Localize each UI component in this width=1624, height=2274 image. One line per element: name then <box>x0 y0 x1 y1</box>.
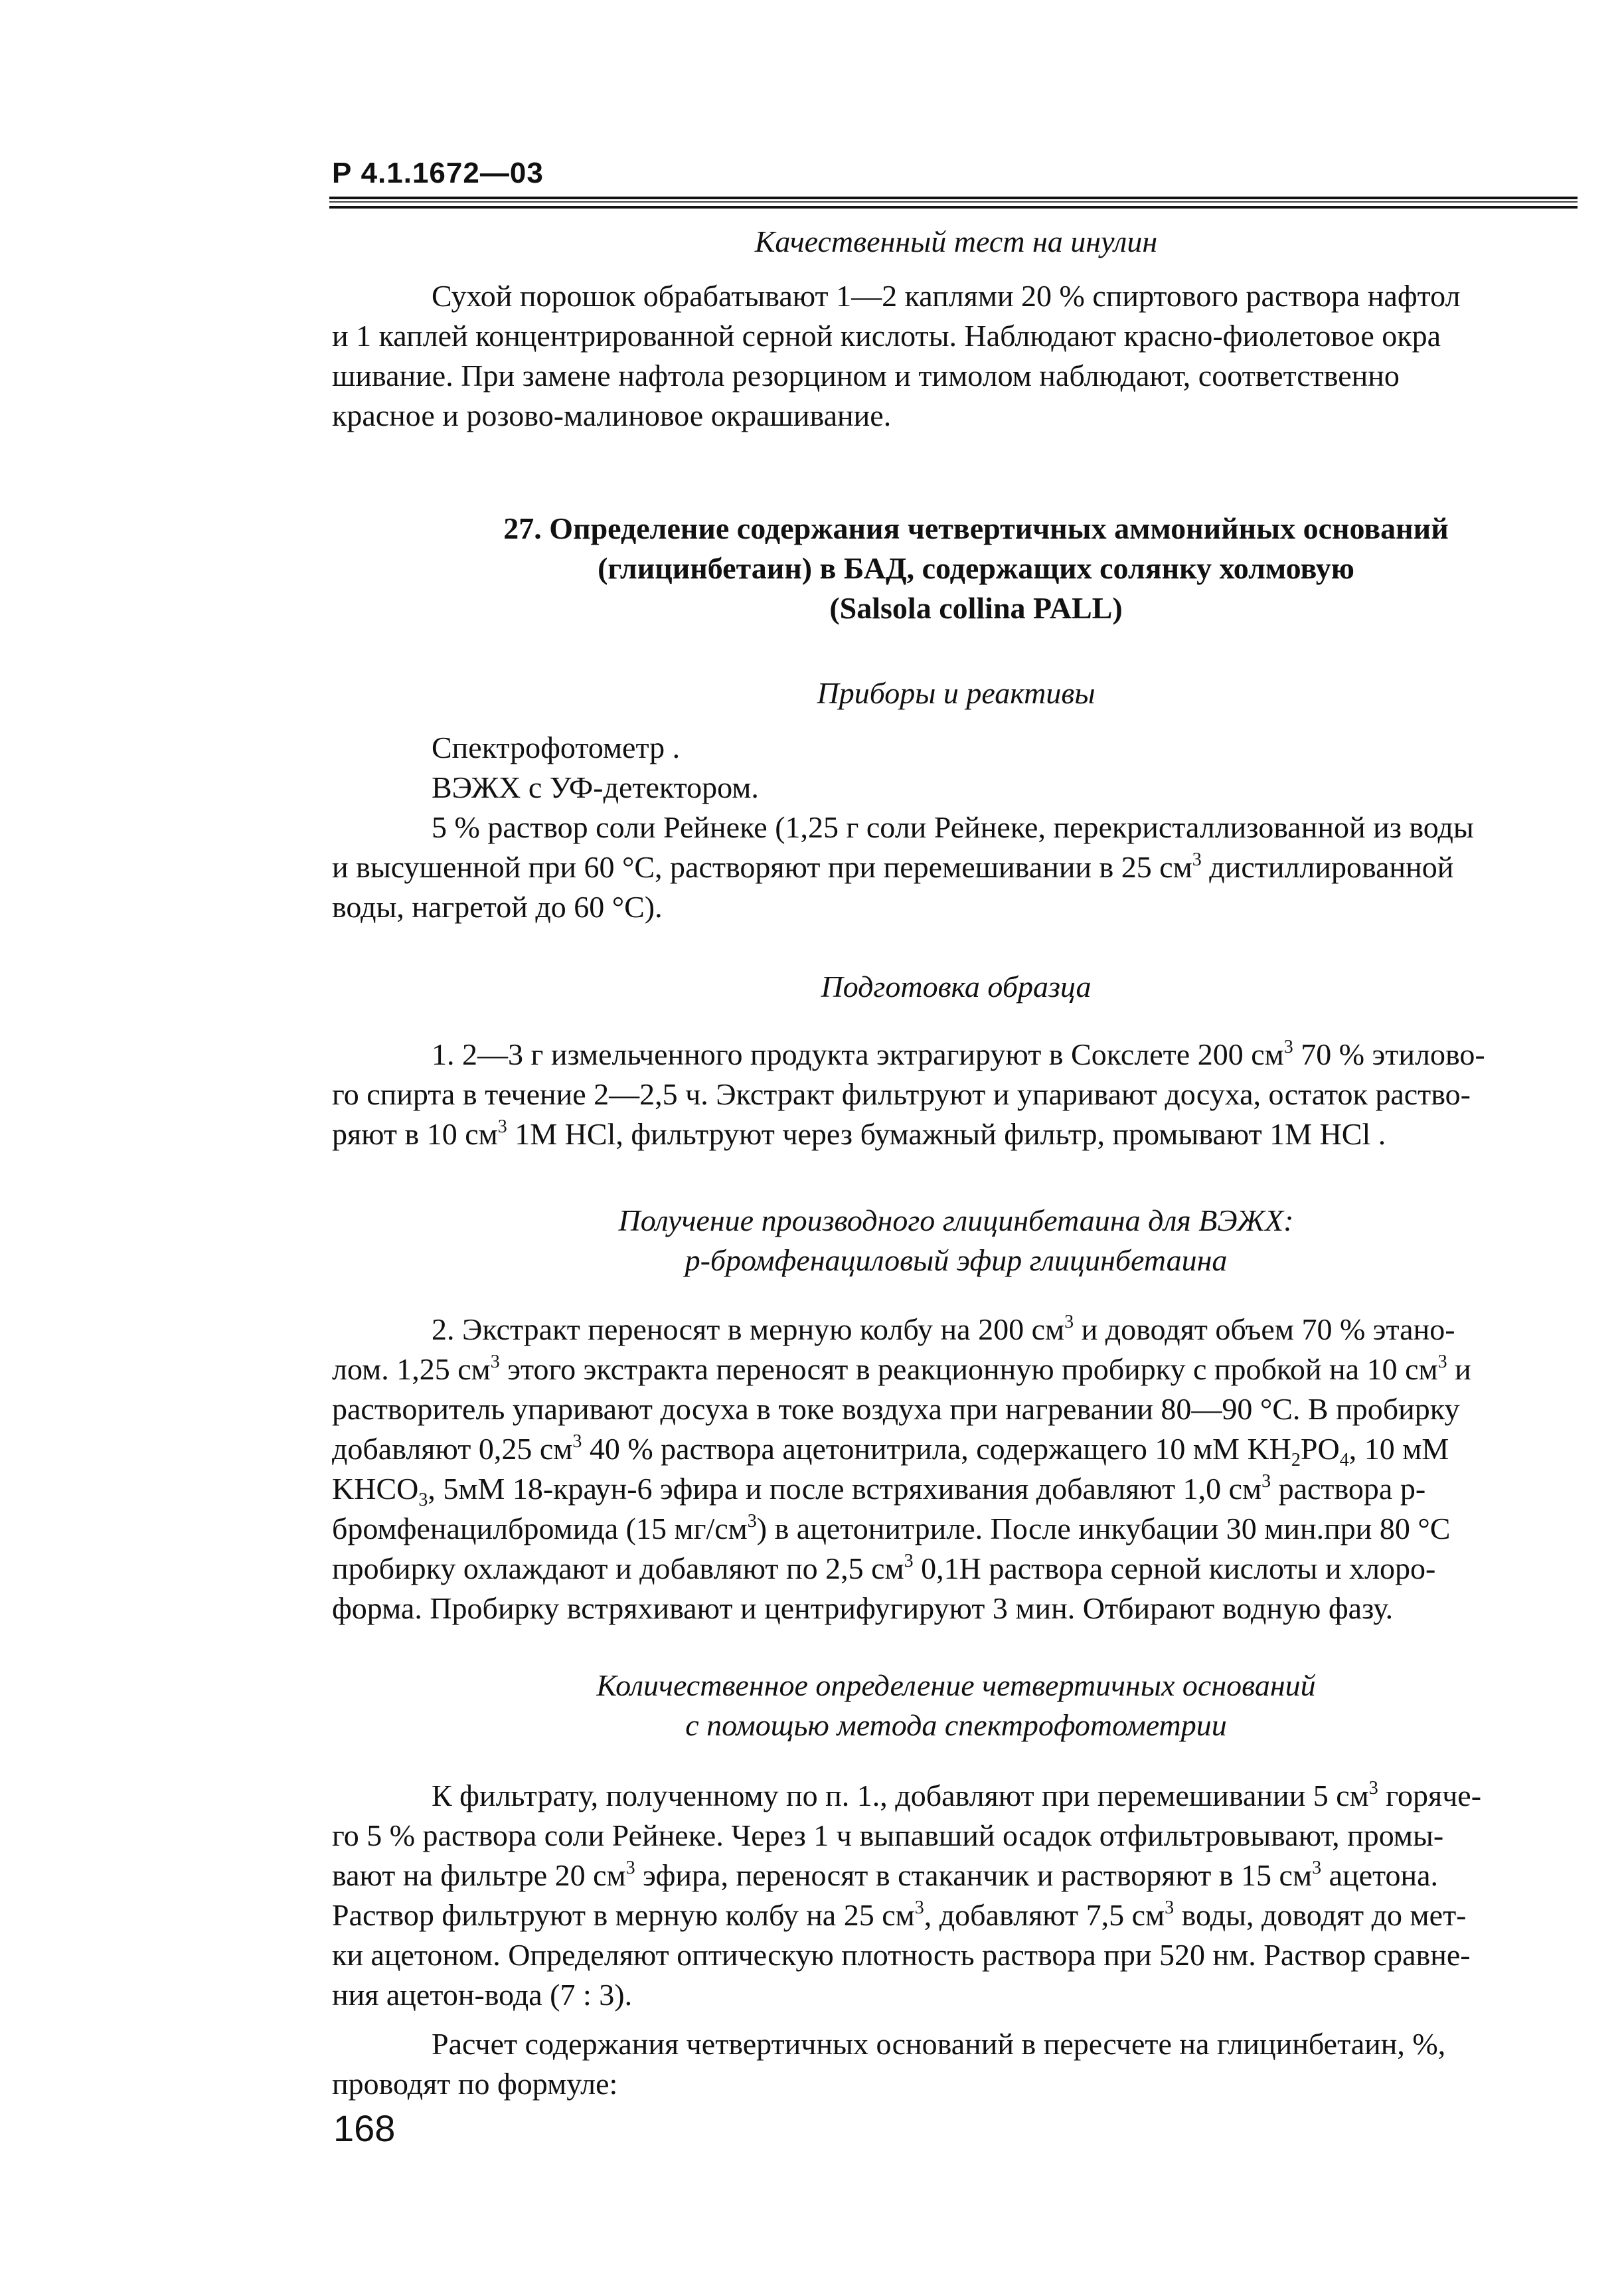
inulin-line: и 1 каплей концентрированной серной кислоты. Наблюдают красно-фиолетовое окра <box>332 319 1441 353</box>
reagent-line: 5 % раствор соли Рейнеке (1,25 г соли Рейнеке, перекристаллизованной из воды <box>432 810 1474 844</box>
quant-text: К фильтрату, полученному по п. 1., добавляют при перемешивании 5 см <box>432 1779 1369 1812</box>
sample-line: го спирта в течение 2—2,5 ч. Экстракт фильтруют и упаривают досуха, остаток раство- <box>332 1077 1471 1111</box>
page-number: 168 <box>333 2107 396 2149</box>
superscript: 3 <box>1165 1897 1175 1918</box>
derivative-text: , 5мМ 18-краун-6 эфира и после встряхивания добавляют 1,0 см <box>428 1472 1262 1506</box>
quant-line <box>332 1895 1580 1935</box>
calc-line: проводят по формуле: <box>332 2067 618 2101</box>
sample-text: 70 % этилово- <box>1301 1037 1485 1071</box>
instruments-title: Приборы и реактивы <box>817 676 1096 710</box>
quant-line: го 5 % раствора соли Рейнеке. Через 1 ч выпавший осадок отфильтровывают, промы- <box>332 1818 1444 1852</box>
quant-title-line: с помощью метода спектрофотометрии <box>685 1708 1227 1742</box>
section-title-line: (Salsola collina PALL) <box>829 591 1123 625</box>
sample-line <box>332 1114 1580 1154</box>
quant-text: вают на фильтре 20 см <box>332 1858 626 1892</box>
inulin-line: шивание. При замене нафтола резорцином и тимолом наблюдают, соответственно <box>332 359 1400 393</box>
reagent-text: и высушенной при 60 °С, растворяют при перемешивании в 25 см <box>332 850 1192 884</box>
superscript: 3 <box>1437 1352 1447 1372</box>
section-title-line: (глицинбетаин) в БАД, содержащих солянку холмовую <box>598 551 1354 585</box>
quant-line <box>332 1856 1580 1895</box>
derivative-text: 2. Экстракт переносят в мерную колбу на 200 см <box>432 1312 1065 1346</box>
quant-text: Раствор фильтруют в мерную колбу на 25 см <box>332 1898 915 1932</box>
sample-text: 1. 2—3 г измельченного продукта эктрагируют в Сокслете 200 см <box>432 1037 1284 1071</box>
subscript: 3 <box>418 1490 428 1511</box>
subscript: 2 <box>1291 1450 1301 1471</box>
sample-paragraph <box>332 1035 1580 1154</box>
reagent-line: воды, нагретой до 60 °С). <box>332 890 663 924</box>
document-code: Р 4.1.1672—03 <box>332 157 544 189</box>
section-title-line: 27. Определение содержания четвертичных аммонийных оснований <box>503 511 1449 545</box>
derivative-text: лом. 1,25 см <box>332 1352 491 1386</box>
superscript: 3 <box>747 1511 757 1531</box>
sample-line <box>332 1035 1580 1075</box>
derivative-text: 40 % раствора ацетонитрила, содержащего 10 мМ KH <box>589 1432 1291 1466</box>
reagent-line <box>332 847 1580 887</box>
instruments-list <box>332 728 1580 927</box>
quant-title <box>332 1666 1580 1745</box>
derivative-line <box>332 1549 1580 1589</box>
superscript: 3 <box>1064 1312 1074 1332</box>
quant-title-line: Количественное определение четвертичных оснований <box>596 1668 1316 1702</box>
quant-line: ния ацетон-вода (7 : 3). <box>332 1978 633 2012</box>
derivative-line <box>332 1469 1580 1509</box>
inulin-title: Качественный тест на инулин <box>754 224 1158 258</box>
inulin-line: Сухой порошок обрабатывают 1—2 каплями 20 % спиртового раствора нафтол <box>432 279 1461 313</box>
quant-text: эфира, переносят в стаканчик и растворяют в 15 см <box>643 1858 1313 1892</box>
inulin-line: красное и розово-малиновое окрашивание. <box>332 398 892 432</box>
inulin-paragraph <box>332 276 1580 436</box>
reagent-text: дистиллированной <box>1209 850 1454 884</box>
derivative-text: PO <box>1300 1432 1340 1466</box>
derivative-text: , 10 мМ <box>1348 1432 1449 1466</box>
superscript: 3 <box>572 1431 582 1452</box>
header-rule <box>329 197 1578 209</box>
quant-paragraph <box>332 1776 1580 2104</box>
superscript: 3 <box>625 1858 635 1878</box>
superscript: 3 <box>1368 1778 1378 1798</box>
sample-text: 1М HCl, фильтруют через бумажный фильтр, промывают 1М HCl . <box>515 1117 1386 1151</box>
derivative-paragraph <box>332 1310 1580 1628</box>
sample-text: ряют в 10 см <box>332 1117 498 1151</box>
derivative-title-line: Получение производного глицинбетаина для ВЭЖХ: <box>618 1203 1294 1237</box>
derivative-text: и <box>1455 1352 1471 1386</box>
superscript: 3 <box>1261 1471 1271 1492</box>
superscript: 3 <box>1312 1858 1322 1878</box>
derivative-line <box>332 1429 1580 1469</box>
derivative-text: бромфенацилбромида (15 мг/см <box>332 1512 748 1545</box>
quant-text: горяче- <box>1386 1779 1482 1812</box>
instrument-item: ВЭЖХ с УФ-детектором. <box>432 770 759 804</box>
superscript: 3 <box>904 1551 914 1571</box>
quant-text: воды, доводят до мет- <box>1181 1898 1467 1932</box>
derivative-title <box>332 1201 1580 1280</box>
derivative-text: добавляют 0,25 см <box>332 1432 573 1466</box>
derivative-line <box>332 1350 1580 1389</box>
quant-text: ацетона. <box>1329 1858 1439 1892</box>
derivative-line <box>332 1509 1580 1549</box>
derivative-text: и доводят объем 70 % этано- <box>1081 1312 1455 1346</box>
section-27-title <box>372 509 1580 628</box>
subscript: 4 <box>1339 1450 1349 1471</box>
derivative-text: 0,1Н раствора серной кислоты и хлоро- <box>921 1551 1436 1585</box>
derivative-title-line: р-бромфенациловый эфир глицинбетаина <box>685 1243 1228 1277</box>
superscript: 3 <box>490 1352 500 1372</box>
quant-text: , добавляют 7,5 см <box>924 1898 1165 1932</box>
derivative-line: растворитель упаривают досуха в токе воздуха при нагревании 80—90 °С. В пробирку <box>332 1392 1460 1426</box>
superscript: 3 <box>1283 1037 1293 1057</box>
sample-title: Подготовка образца <box>821 970 1092 1004</box>
derivative-text: ) в ацетонитриле. После инкубации 30 мин.при 80 °С <box>756 1512 1451 1545</box>
derivative-text: раствора р- <box>1278 1472 1426 1506</box>
derivative-text: пробирку охлаждают и добавляют по 2,5 см <box>332 1551 904 1585</box>
derivative-text: KHCO <box>332 1472 419 1506</box>
derivative-text: этого экстракта переносят в реакционную пробирку с пробкой на 10 см <box>507 1352 1438 1386</box>
derivative-line <box>332 1310 1580 1350</box>
superscript: 3 <box>497 1116 507 1137</box>
derivative-line: форма. Пробирку встряхивают и центрифугируют 3 мин. Отбирают водную фазу. <box>332 1591 1394 1625</box>
quant-line: ки ацетоном. Определяют оптическую плотность раствора при 520 нм. Раствор сравне- <box>332 1938 1471 1972</box>
instrument-item: Спектрофотометр . <box>432 731 681 764</box>
superscript: 3 <box>914 1897 924 1918</box>
quant-line <box>332 1776 1580 1816</box>
superscript: 3 <box>1192 849 1202 870</box>
calc-line: Расчет содержания четвертичных оснований в пересчете на глицинбетаин, %, <box>432 2027 1446 2061</box>
